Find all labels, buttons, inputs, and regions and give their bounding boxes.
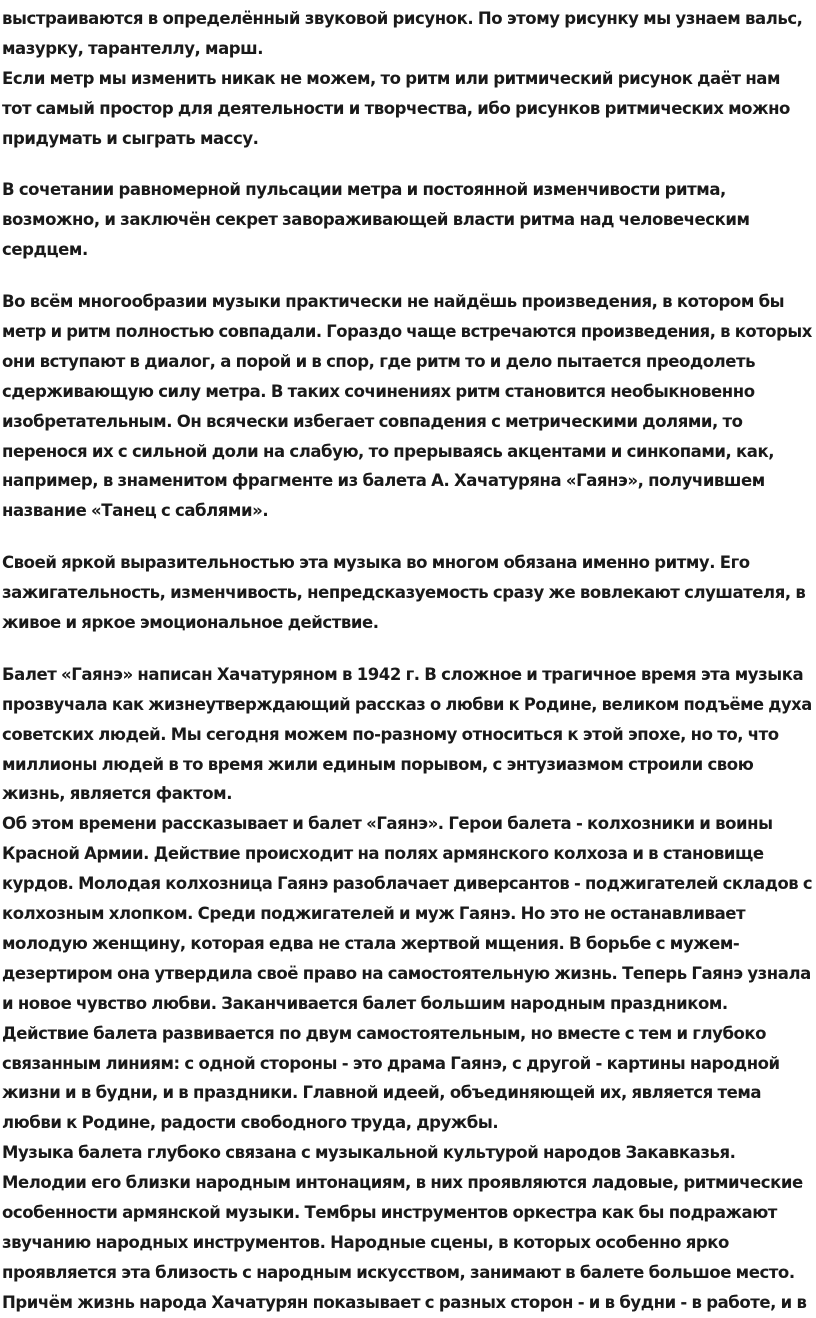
text-line: Об этом времени рассказывает и балет «Гаянэ». Герои балета - колхозники и воины: [2, 814, 773, 834]
text-line: Причём жизнь народа Хачатурян показывает с разных сторон - и в будни - в работе, и в: [2, 1292, 807, 1312]
paragraph-gap: [2, 153, 816, 175]
text-line: прозвучала как жизнеутверждающий рассказ о любви к Родине, великом подъёме духа: [2, 694, 812, 714]
text-line: перенося их с сильной доли на слабую, то прерываясь акцентами и синкопами, как,: [2, 441, 775, 461]
paragraph-8: [2, 1019, 816, 1139]
paragraph-4: [2, 287, 816, 526]
text-line: сердцем.: [2, 240, 88, 260]
text-line: Красной Армии. Действие происходит на полях армянского колхоза и в становище: [2, 844, 764, 864]
text-line: и новое чувство любви. Заканчивается балет большим народным праздником.: [2, 993, 728, 1013]
paragraph-1: [2, 4, 816, 64]
text-line: звучанию народных инструментов. Народные сцены, в которых особенно ярко: [2, 1232, 729, 1252]
paragraph-gap: [2, 265, 816, 287]
text-line: связанным линиям: с одной стороны - это драма Гаянэ, с другой - картины народной: [2, 1053, 780, 1073]
text-line: Музыка балета глубоко связана с музыкальной культурой народов Закавказья.: [2, 1143, 736, 1163]
paragraph-6: [2, 660, 816, 809]
text-line: изобретательным. Он всячески избегает совпадения с метрическими долями, то: [2, 411, 743, 431]
text-line: Мелодии его близки народным интонациям, в них проявляются ладовые, ритмические: [2, 1173, 803, 1193]
text-line: мазурку, тарантеллу, марш.: [2, 38, 264, 58]
text-line: советских людей. Мы сегодня можем по-разному относиться к этой эпохе, но то, что: [2, 724, 779, 744]
text-line: тот самый простор для деятельности и творчества, ибо рисунков ритмических можно: [2, 98, 790, 118]
text-line: Если метр мы изменить никак не можем, то ритм или ритмический рисунок даёт нам: [2, 68, 781, 88]
text-line: возможно, и заключён секрет завораживающей власти ритма над человеческим: [2, 210, 750, 230]
text-line: Во всём многообразии музыки практически не найдёшь произведения, в котором бы: [2, 292, 785, 312]
text-line: колхозным хлопком. Среди поджигателей и муж Гаянэ. Но это не останавливает: [2, 904, 746, 924]
text-line: дезертиром она утвердила своё право на самостоятельную жизнь. Теперь Гаянэ узнала: [2, 963, 811, 983]
text-line: Действие балета развивается по двум самостоятельным, но вместе с тем и глубоко: [2, 1023, 767, 1043]
text-line: живое и яркое эмоциональное действие.: [2, 613, 379, 633]
paragraph-7: [2, 809, 816, 1018]
text-line: сдерживающую силу метра. В таких сочинениях ритм становится необыкновенно: [2, 381, 755, 401]
text-line: курдов. Молодая колхозница Гаянэ разоблачает диверсантов - поджигателей складов с: [2, 874, 813, 894]
text-line: миллионы людей в то время жили единым порывом, с энтузиазмом строили свою: [2, 754, 754, 774]
text-line: например, в знаменитом фрагменте из балета А. Хачатуряна «Гаянэ», получившем: [2, 471, 765, 491]
paragraph-gap: [2, 638, 816, 660]
paragraph-9: [2, 1138, 816, 1317]
text-line: жизни и в будни, и в праздники. Главной идеей, объединяющей их, является тема: [2, 1083, 762, 1103]
text-line: они вступают в диалог, а порой и в спор, где ритм то и дело пытается преодолеть: [2, 351, 756, 371]
text-line: молодую женщину, которая едва не стала жертвой мщения. В борьбе с мужем-: [2, 933, 740, 953]
text-line: Балет «Гаянэ» написан Хачатуряном в 1942 г. В сложное и трагичное время эта музыка: [2, 664, 804, 684]
text-line: зажигательность, изменчивость, непредсказуемость сразу же вовлекают слушателя, в: [2, 583, 806, 603]
paragraph-gap: [2, 526, 816, 548]
text-line: любви к Родине, радости свободного труда, дружбы.: [2, 1113, 499, 1133]
text-line: жизнь, является фактом.: [2, 784, 233, 804]
text-line: Своей яркой выразительностью эта музыка во многом обязана именно ритму. Его: [2, 553, 750, 573]
text-line: метр и ритм полностью совпадали. Гораздо чаще встречаются произведения, в которых: [2, 322, 812, 342]
paragraph-2: [2, 64, 816, 154]
text-line: название «Танец с саблями».: [2, 501, 269, 521]
text-line: проявляется эта близость с народным искусством, занимают в балете большое место.: [2, 1262, 795, 1282]
text-line: выстраиваются в определённый звуковой рисунок. По этому рисунку мы узнаем вальс,: [2, 9, 803, 28]
paragraph-5: [2, 548, 816, 638]
text-line: особенности армянской музыки. Тембры инструментов оркестра как бы подражают: [2, 1202, 777, 1222]
paragraph-3: [2, 175, 816, 265]
text-line: В сочетании равномерной пульсации метра и постоянной изменчивости ритма,: [2, 180, 726, 200]
text-line: придумать и сыграть массу.: [2, 128, 259, 148]
